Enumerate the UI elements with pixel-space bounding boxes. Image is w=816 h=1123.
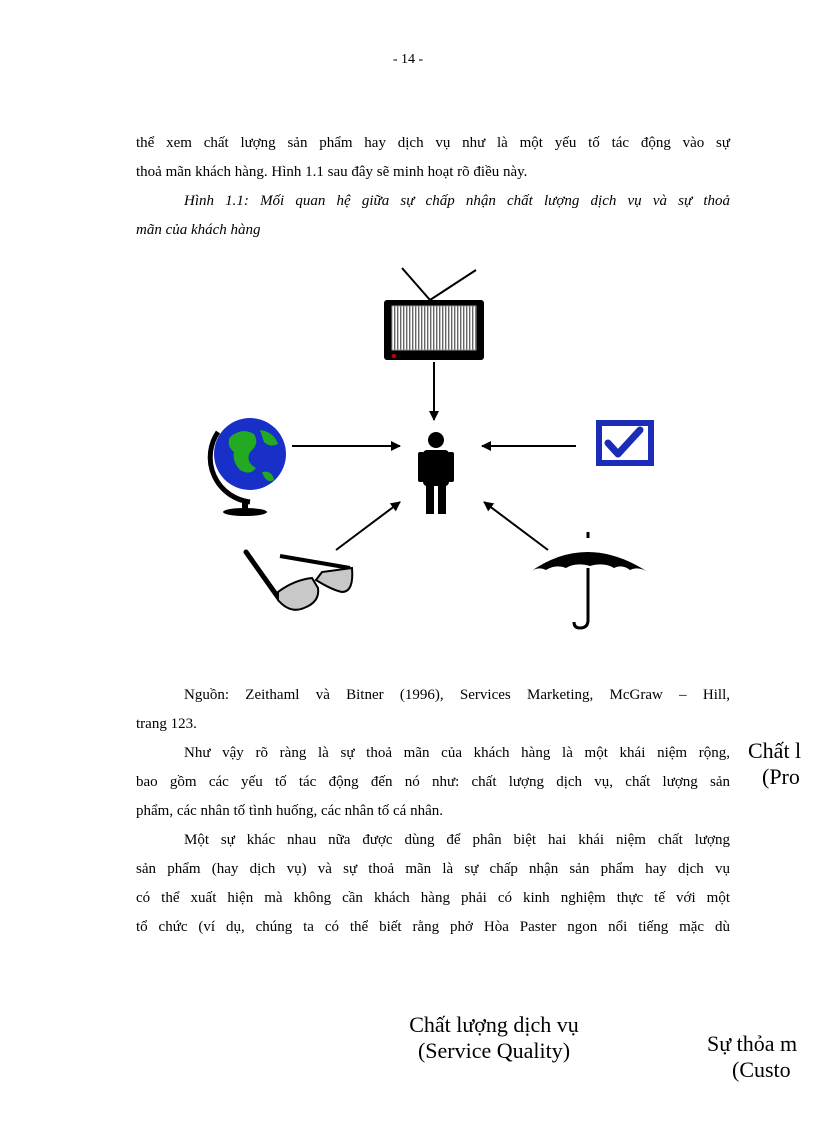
arrow xyxy=(336,502,400,550)
tv-icon xyxy=(384,268,484,360)
overlay-text: Chất l xyxy=(748,738,802,763)
figure-diagram xyxy=(190,262,670,642)
overlay-text: Sự thỏa m xyxy=(707,1031,798,1056)
overlay-text: Chất lượng dịch vụ xyxy=(409,1012,579,1037)
checkbox-icon xyxy=(596,420,654,466)
overlay-customer-satisfaction xyxy=(707,1031,797,1083)
text-line: Như vậy rõ ràng là sự thoả mãn của khách hàng là một khái niệm rộng, xyxy=(184,745,730,761)
overlay-text: (Service Quality) xyxy=(417,1038,571,1063)
text-line: thoả mãn khách hàng. Hình 1.1 sau đây sẽ minh hoạt rõ điều này. xyxy=(136,164,528,180)
overlay-text: (Custo xyxy=(732,1057,791,1082)
figure-caption: Hình 1.1: Mối quan hệ giữa sự chấp nhận chất lượng dịch vụ và sự thoả xyxy=(184,193,730,209)
globe-icon xyxy=(210,418,286,516)
umbrella-icon xyxy=(530,532,648,628)
overlay-product-quality xyxy=(748,738,801,790)
text-line: tổ chức (ví dụ, chúng ta có thể biết rằng phở Hòa Paster ngon nổi tiếng mặc dù xyxy=(136,919,730,935)
text-line: có thể xuất hiện mà không cần khách hàng phải có kinh nghiệm thực tế với một xyxy=(136,890,730,906)
page-number: - 14 - xyxy=(392,52,424,67)
glasses-icon xyxy=(246,552,352,610)
text-line: phẩm, các nhân tố tình huống, các nhân tố cá nhân. xyxy=(136,803,443,819)
person-icon xyxy=(418,432,454,514)
paragraph-body xyxy=(136,681,730,942)
overlay-text: (Pro xyxy=(762,764,800,789)
text-line: sản phẩm (hay dịch vụ) và sự thoả mãn là sự chấp nhận sản phẩm hay dịch vụ xyxy=(136,861,730,877)
text-line: bao gồm các yếu tố tác động đến nó như: chất lượng dịch vụ, chất lượng sản xyxy=(136,774,730,790)
text-line: thể xem chất lượng sản phẩm hay dịch vụ như là một yếu tố tác động vào sự xyxy=(136,135,730,151)
paragraph-intro xyxy=(136,129,730,245)
text-line: Một sự khác nhau nữa được dùng để phân biệt hai khái niệm chất lượng xyxy=(184,832,730,848)
arrow xyxy=(484,502,548,550)
source-line: Nguồn: Zeithaml và Bitner (1996), Services Marketing, McGraw – Hill, xyxy=(184,687,730,703)
overlay-service-quality xyxy=(376,1012,612,1064)
figure-caption-cont: mãn của khách hàng xyxy=(136,222,261,238)
source-line: trang 123. xyxy=(136,716,197,732)
